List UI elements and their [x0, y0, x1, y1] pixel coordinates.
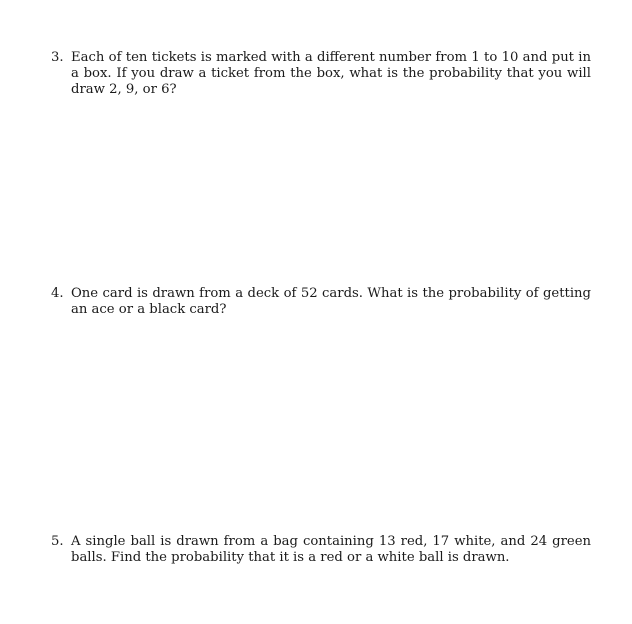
problem-text: A single ball is drawn from a bag containing 13 red, 17 white, and 24 green balls. Find the probability that it is a red or a white ball is drawn.: [71, 534, 591, 565]
problem-4: [51, 286, 591, 318]
problem-number: 3.: [51, 50, 64, 65]
problem-number: 4.: [51, 286, 64, 301]
problem-number: 5.: [51, 534, 64, 549]
problem-5: [51, 534, 591, 566]
problem-text: One card is drawn from a deck of 52 cards. What is the probability of getting an ace or a black card?: [71, 286, 591, 317]
problem-text: Each of ten tickets is marked with a different number from 1 to 10 and put in a box. If you draw a ticket from the box, what is the probability that you will draw 2, 9, or 6?: [71, 50, 591, 97]
problem-3: [51, 50, 591, 98]
